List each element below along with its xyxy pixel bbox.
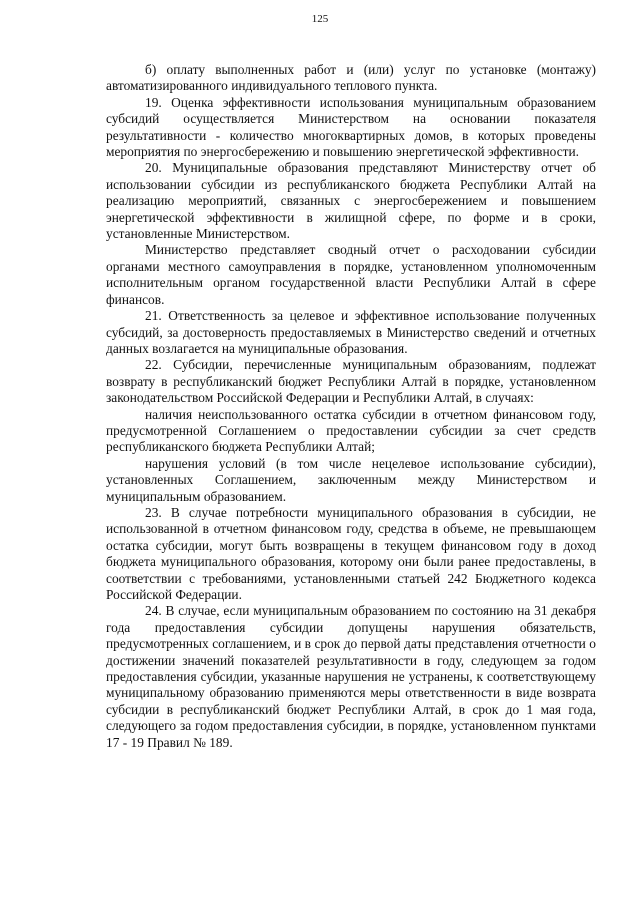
paragraph-23: 23. В случае потребности муниципального образования в субсидии, не использованной в отчетном финансовом году, средства в объеме, не превышающем остатка субсидии, могут быть возвращены в текущем финансовом году в доход бюджета муниципального образования, которому они были ранее предоставлены, в соответствии с требованиями, установленными статьей 242 Бюджетного кодекса Российской Федерации. (106, 504, 596, 602)
paragraph-24: 24. В случае, если муниципальным образованием по состоянию на 31 декабря года предоставления субсидии допущены нарушения обязательств, предусмотренных соглашением, и в срок до первой даты представления отчетности о достижении значений показателей результативности в году, следующем за годом предоставления субсидии, указанные нарушения не устранены, к соответствующему муниципальному образованию применяются меры ответственности в виде возврата субсидии в республиканский бюджет Республики Алтай, в срок до 1 мая года, следующего за годом предоставления субсидии, в порядке, установленном пунктами 17 - 19 Правил № 189. (106, 603, 596, 750)
paragraph-20: 20. Муниципальные образования представляют Министерству отчет об использовании субсидии из республиканского бюджета Республики Алтай на реализацию мероприятий, связанных с энергосбережением и повышением энергетической эффективности в жилищной сфере, по форме и в сроки, установленные Министерством. (106, 160, 596, 242)
paragraph-19: 19. Оценка эффективности использования муниципальным образованием субсидий осуществляется Министерством на основании показателя результативности - количество многоквартирных домов, в которых проведены мероприятия по энергосбережению и повышению энергетической эффективности. (106, 94, 596, 160)
document-body (106, 62, 596, 751)
paragraph-ministry-report: Министерство представляет сводный отчет о расходовании субсидии органами местного самоуправления в порядке, установленном уполномоченным исполнительным органом государственной власти Республики Алтай в сфере финансов. (106, 242, 596, 307)
paragraph-b-payment: б) оплату выполненных работ и (или) услуг по установке (монтажу) автоматизированного индивидуального теплового пункта. (106, 62, 596, 94)
paragraph-21: 21. Ответственность за целевое и эффективное использование полученных субсидий, за достоверность предоставляемых в Министерство сведений и отчетных данных возлагается на муниципальные образования. (106, 308, 596, 356)
paragraph-22-case-violation: нарушения условий (в том числе нецелевое использование субсидии), установленных Соглашением, заключенным между Министерством и муниципальным образованием. (106, 455, 596, 504)
paragraph-22: 22. Субсидии, перечисленные муниципальным образованиям, подлежат возврату в республиканский бюджет Республики Алтай в порядке, установленном законодательством Российской Федерации и Республики Алтай, в случаях: (106, 357, 596, 406)
page-number: 125 (311, 13, 329, 25)
paragraph-22-case-unused: наличия неиспользованного остатка субсидии в отчетном финансовом году, предусмотренной Соглашением о предоставлении субсидии за счет средств республиканского бюджета Республики Алтай; (106, 406, 596, 455)
